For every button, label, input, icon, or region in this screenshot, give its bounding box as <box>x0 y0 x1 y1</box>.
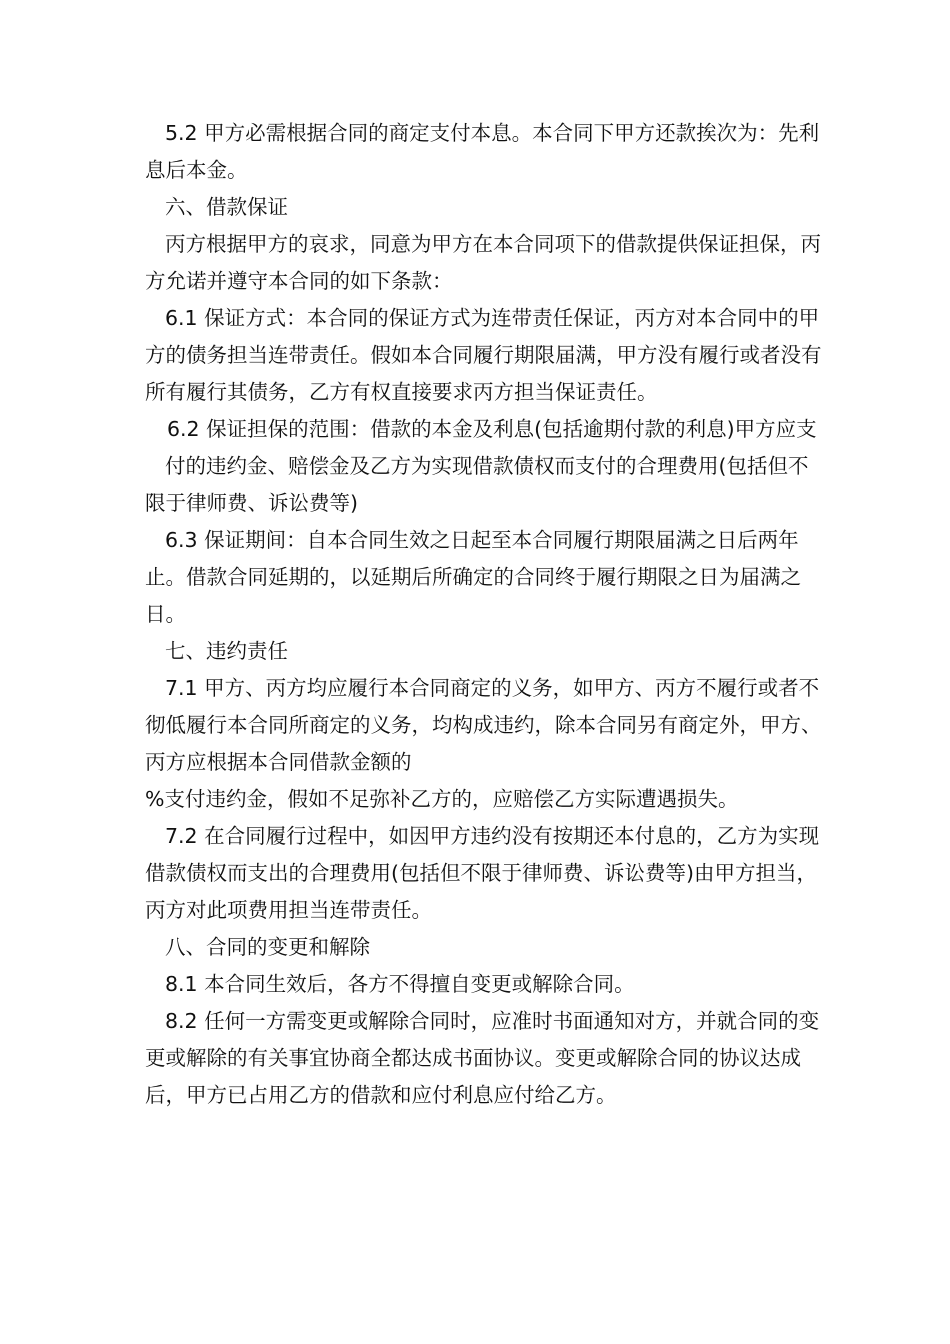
paragraph-5-2: 5.2 甲方必需根据合同的商定支付本息。本合同下甲方还款挨次为：先利息后本金。 <box>145 121 820 182</box>
paragraph-8-2: 8.2 任何一方需变更或解除合同时，应准时书面通知对方，并就合同的变更或解除的有关事宜协商全都达成书面协议。变更或解除合同的协议达成后，甲方已占用乙方的借款和应付利息应付给乙方。 <box>145 1009 820 1107</box>
paragraph-7-2: 7.2 在合同履行过程中，如因甲方违约没有按期还本付息的，乙方为实现借款债权而支出的合理费用(包括但不限于律师费、诉讼费等)由甲方担当，丙方对此项费用担当连带责任。 <box>145 824 820 922</box>
paragraph-7-1: 7.1 甲方、丙方均应履行本合同商定的义务，如甲方、丙方不履行或者不彻低履行本合同所商定的义务，均构成违约，除本合同另有商定外，甲方、丙方应根据本合同借款金额的 <box>145 676 822 774</box>
paragraph-6-1: 6.1 保证方式：本合同的保证方式为连带责任保证，丙方对本合同中的甲方的债务担当连带责任。假如本合同履行期限届满，甲方没有履行或者没有所有履行其债务，乙方有权直接要求丙方担当保证责任。 <box>145 306 822 404</box>
heading-section-6: 六、借款保证 <box>165 195 288 219</box>
paragraph-6-3: 6.3 保证期间：自本合同生效之日起至本合同履行期限届满之日后两年止。借款合同延期的，以延期后所确定的合同终于履行期限之日为届满之日。 <box>145 528 801 626</box>
paragraph-6-2-cont: 付的违约金、赔偿金及乙方为实现借款债权而支付的合理费用(包括但不限于律师费、诉讼费等) <box>145 454 809 515</box>
paragraph-6-intro: 丙方根据甲方的哀求，同意为甲方在本合同项下的借款提供保证担保，丙方允诺并遵守本合同的如下条款： <box>145 232 821 293</box>
document-body <box>145 115 825 1114</box>
paragraph-6-2: 6.2 保证担保的范围：借款的本金及利息(包括逾期付款的利息)甲方应支 <box>167 417 817 441</box>
heading-section-7: 七、违约责任 <box>165 639 288 663</box>
paragraph-8-1: 8.1 本合同生效后，各方不得擅自变更或解除合同。 <box>165 972 635 996</box>
paragraph-7-1-cont: %支付违约金，假如不足弥补乙方的，应赔偿乙方实际遭遇损失。 <box>145 787 739 811</box>
heading-section-8: 八、合同的变更和解除 <box>165 935 370 959</box>
